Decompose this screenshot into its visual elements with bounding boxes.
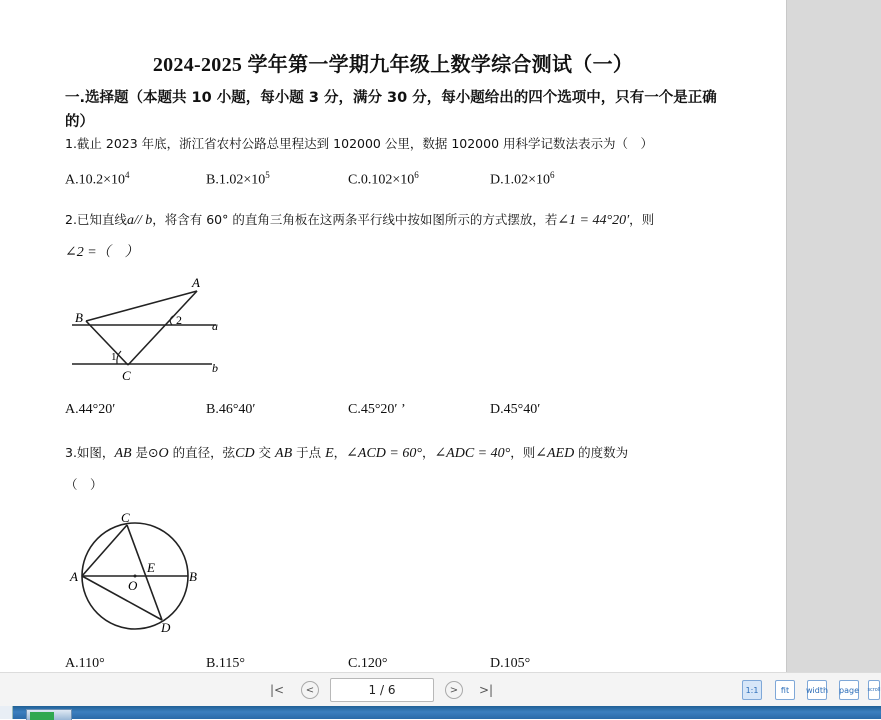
option-a: A.44°20′ [65,402,116,417]
option-b: B.46°40′ [206,402,256,417]
actual-size-button[interactable] [742,680,762,700]
next-page-button[interactable]: > [445,681,463,699]
question-1-options [65,170,685,192]
option-b: $B.1.02\times 10^5$ [206,170,270,188]
viewer-gutter [786,0,881,672]
fit-page-button[interactable] [775,680,795,700]
option-a: $A.10.2\times 10^4$ [65,170,130,188]
width-icon: width [805,685,829,695]
question-3-options [65,656,685,672]
last-page-button[interactable]: >| [478,683,494,697]
question-2-text: 2.已知直线a// b，将含有 60° 的直角三角板在这两条平行线中按如图所示的方式摆放，若∠1 = 44°20′，则 [65,212,655,228]
label-angle-2: 2 [176,313,182,327]
option-b: B.115° [206,656,245,671]
section-heading: 一.选择题（本题共 10 小题，每小题 3 分，满分 30 分，每小题给出的四个选项中，只有一个是正确的） [65,90,717,130]
label-d-point: D [161,620,171,635]
fit-icon: fit [780,685,790,695]
label-c-point: C [121,510,130,525]
label-b-point: B [75,310,83,325]
taskbar-edge [0,706,13,719]
question-1-text: 1.截止 2023 年底，浙江省农村公路总里程达到 102000 公里，数据 102000 用科学记数法表示为（ ） [65,136,654,151]
label-o-point: O [128,578,138,593]
label-a-point: A [192,275,200,290]
question-3-text: 3.如图，AB 是⊙O 的直径，弦CD 交 AB 于点 E，∠ACD = 60°，∠ADC = 40°，则∠AED 的度数为 [65,445,629,461]
option-c: C.45°20′ ’ [348,402,406,417]
label-c-point: C [122,368,131,383]
option-d: $D.1.02\times 10^6$ [490,170,555,188]
chord-ad [82,576,162,620]
label-e-point: E [147,560,155,575]
segment-ca [128,291,197,365]
fit-width-button[interactable] [807,680,827,700]
parallel-lines-figure [64,272,234,384]
option-d: D.105° [490,656,531,671]
page-number-input[interactable]: 1 / 6 [330,678,434,702]
circle-figure [64,506,214,636]
label-b-point: B [189,569,197,584]
viewer-toolbar [0,672,881,707]
option-c: $C.0.102\times 10^6$ [348,170,419,188]
previous-page-button[interactable]: < [301,681,319,699]
page-title: 2024-2025 学年第一学期九年级上数学综合测试（一） [152,54,634,76]
taskbar-app-button[interactable] [26,709,72,720]
first-page-button[interactable]: |< [269,683,285,697]
page-icon: page [839,685,859,695]
label-line-b: b [212,361,218,375]
question-2-options [65,402,685,424]
option-d: D.45°40′ [490,402,541,417]
label-angle-1: 1 [111,351,117,363]
chord-cd [127,525,162,620]
question-2-line2: ∠2 =（ ） [65,245,139,260]
option-c: C.120° [348,656,388,671]
scroll-icon: scroll [867,687,881,693]
single-page-button[interactable] [839,680,859,700]
continuous-scroll-button[interactable] [868,680,880,700]
option-a: A.110° [65,656,105,671]
os-taskbar [0,706,881,719]
label-line-a: a [212,319,218,333]
actual-size-icon: 1:1 [745,685,759,695]
segment-bc [86,321,128,365]
label-a-point: A [70,569,78,584]
question-3-line2: （ ） [65,477,103,492]
